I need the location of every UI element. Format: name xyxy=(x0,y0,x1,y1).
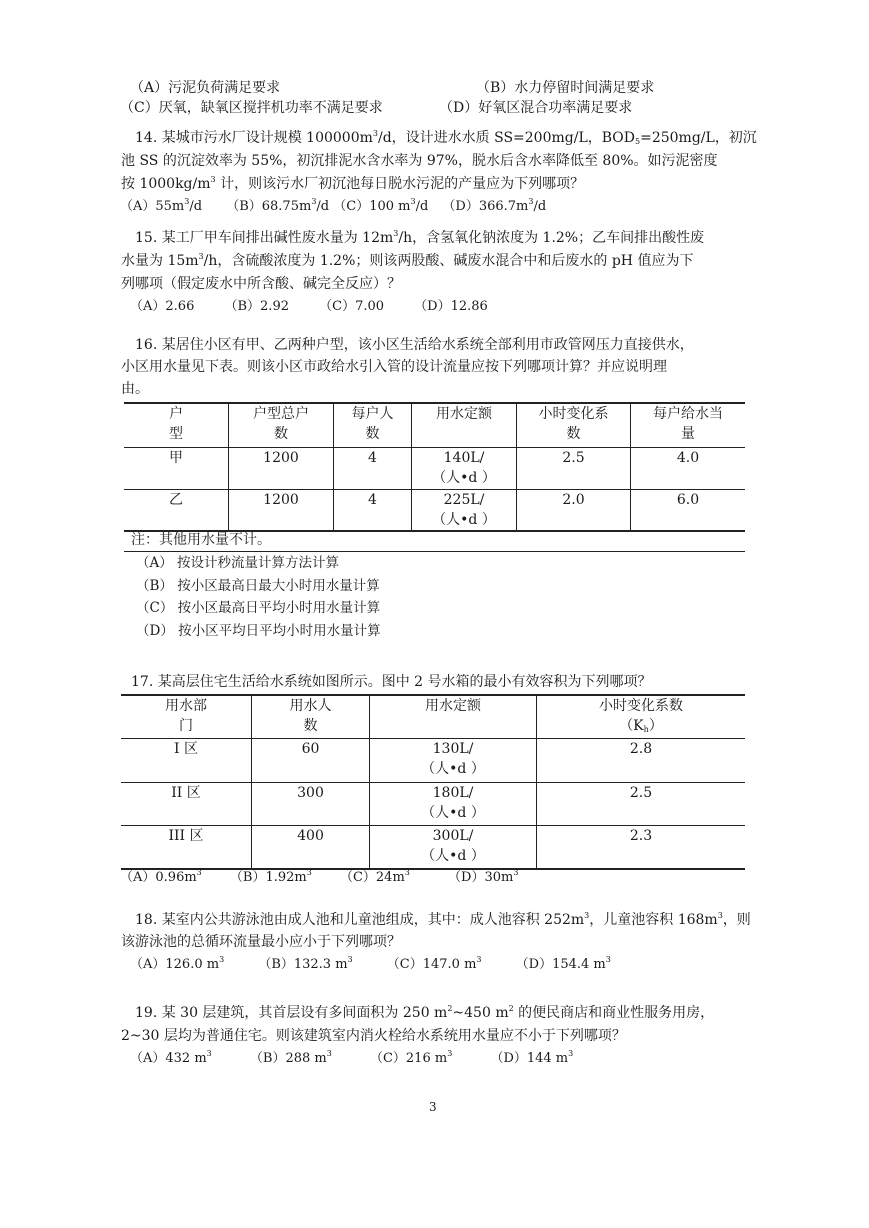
q17-stem: 17. 某高层住宅生活给水系统如图所示。图中 2 号水箱的最小有效容积为下列哪项？ xyxy=(131,674,652,690)
header-cell: 用水定额 xyxy=(412,403,517,447)
q18-stem-line1: 18. 某室内公共游泳池由成人池和儿童池组成，其中：成人池容积 $252m^3$，儿童池容积 $168m^3$，则 xyxy=(135,911,751,928)
q19-stem-line2: 2~30 层均为普通住宅。则该建筑室内消火栓给水系统用水量应不小于下列哪项？ xyxy=(121,1028,626,1044)
q18-option-c: （C）147.0 $m^3$ xyxy=(386,955,482,972)
note-divider xyxy=(124,551,745,552)
header-cell: 用水人 数 xyxy=(252,695,370,738)
q15-stem-line1: 15. 某工厂甲车间排出碱性废水量为 $12m^3/h$，含氢氧化钠浓度为 1.2%；乙车间排出酸性废 xyxy=(135,229,705,246)
cell-type: 乙 xyxy=(124,489,229,531)
header-cell: 户 型 xyxy=(124,403,229,447)
q19-stem-line1: 19. 某 30 层建筑，其首层设有多间面积为 250 $m^2\sim 450$ $m^2$ 的便民商店和商业性服务用房， xyxy=(135,1004,715,1021)
page-number: 3 xyxy=(429,1100,437,1114)
q15-options xyxy=(130,297,488,317)
q14-option-a: $(A)55m^3/d$ xyxy=(120,197,203,214)
q19-options xyxy=(130,1049,573,1069)
q16-stem-line2: 小区用水量见下表。则该小区市政给水引入管的设计流量应按下列哪项计算？并应说明理 xyxy=(121,359,667,375)
header-cell: 用水定额 xyxy=(370,695,537,738)
q18-option-a: （A）126.0 $m^3$ xyxy=(130,955,225,972)
cell-kh: 2.3 xyxy=(537,825,746,869)
cell-quota: 300L/ （人•d ） xyxy=(370,825,537,869)
cell-kh: 2.0 xyxy=(517,489,631,531)
cell-households: 1200 xyxy=(229,489,334,531)
q14-stem-line1: 14. 某城市污水厂设计规模 $100000m^3/d$，设计进水水质 SS=200mg/L，$BOD_5=250mg/L$，初沉 xyxy=(135,129,757,146)
q19-option-c: （C）216 $m^3$ xyxy=(369,1049,453,1066)
q14-stem-line3: 按 $1000kg/m^3$ 计，则该污水厂初沉池每日脱水污泥的产量应为下列哪项？ xyxy=(121,175,585,192)
cell-persons: 300 xyxy=(252,782,370,825)
q17-option-a: $(A)0.96m^3$ xyxy=(120,868,202,885)
q14-options xyxy=(120,197,546,217)
cell-kh: 2.8 xyxy=(537,738,746,782)
q15-stem-line3: 列哪项（假定废水中所含酸、碱完全反应）？ xyxy=(121,276,401,292)
q16-option-b: （B） 按小区最高日最大小时用水量计算 xyxy=(136,578,380,594)
q17-option-c: $(C)24m^3$ xyxy=(339,868,410,885)
cell-quota: 225L/ （人•d ） xyxy=(412,489,517,531)
cell-quota: 140L/ （人•d ） xyxy=(412,447,517,489)
cell-equivalent: 6.0 xyxy=(631,489,746,531)
header-cell: 小时变化系 数 xyxy=(517,403,631,447)
cell-equivalent: 4.0 xyxy=(631,447,746,489)
q15-option-c: （C）7.00 xyxy=(319,299,385,314)
cell-zone: III 区 xyxy=(121,825,252,869)
q17-options xyxy=(120,868,518,888)
table-row xyxy=(124,489,745,531)
header-cell: 小时变化系数 $(K_h)$ xyxy=(537,695,746,738)
cell-zone: II 区 xyxy=(121,782,252,825)
q13-option-a: （A）污泥负荷满足要求 xyxy=(130,80,281,96)
q14-stem-line2: 池 SS 的沉淀效率为 55%，初沉排泥水含水率为 97%，脱水后含水率降低至 80%。如污泥密度 xyxy=(121,153,718,169)
table-row xyxy=(121,738,745,782)
q15-stem-line2: 水量为 $15m^3/h$，含硫酸浓度为 1.2%；则该两股酸、碱废水混合中和后废水的 pH 值应为下 xyxy=(121,252,694,269)
q16-option-c: （C） 按小区最高日平均小时用水量计算 xyxy=(136,600,381,616)
q16-stem-line1: 16. 某居住小区有甲、乙两种户型，该小区生活给水系统全部利用市政管网压力直接供水， xyxy=(135,337,694,353)
q13-option-c: （C）厌氧，缺氧区搅拌机功率不满足要求 xyxy=(120,100,383,116)
q16-table-note: 注：其他用水量不计。 xyxy=(131,532,271,548)
q14-option-b: $(B)68.75m^3/d$ xyxy=(226,197,330,214)
q17-option-b: $(B)1.92m^3$ xyxy=(229,868,312,885)
table-header-row xyxy=(124,403,745,447)
cell-kh: 2.5 xyxy=(537,782,746,825)
cell-quota: 130L/ （人•d ） xyxy=(370,738,537,782)
q16-option-a: （A） 按设计秒流量计算方法计算 xyxy=(136,555,340,571)
q13-option-d: （D）好氧区混合功率满足要求 xyxy=(439,100,633,116)
q19-option-b: （B）288 $m^3$ xyxy=(249,1049,332,1066)
table-row xyxy=(121,825,745,869)
q19-option-a: （A）432 $m^3$ xyxy=(130,1049,212,1066)
q18-stem-line2: 该游泳池的总循环流量最小应小于下列哪项？ xyxy=(121,934,401,950)
q18-option-b: （B）132.3 $m^3$ xyxy=(258,955,353,972)
table-row xyxy=(124,447,745,489)
header-cell: 每户人 数 xyxy=(334,403,412,447)
cell-households: 1200 xyxy=(229,447,334,489)
q15-option-b: （B）2.92 xyxy=(224,299,289,314)
q18-option-d: （D）154.4 $m^3$ xyxy=(515,955,611,972)
cell-quota: 180L/ （人•d ） xyxy=(370,782,537,825)
q13-option-b: （B）水力停留时间满足要求 xyxy=(476,80,655,96)
header-cell: 户型总户 数 xyxy=(229,403,334,447)
cell-kh: 2.5 xyxy=(517,447,631,489)
q19-option-d: （D）144 $m^3$ xyxy=(490,1049,574,1066)
cell-persons: 400 xyxy=(252,825,370,869)
table-row xyxy=(121,782,745,825)
cell-persons: 4 xyxy=(334,447,412,489)
q15-option-a: （A）2.66 xyxy=(130,299,195,314)
q17-water-table xyxy=(121,694,745,870)
header-cell: 每户给水当 量 xyxy=(631,403,746,447)
cell-zone: I 区 xyxy=(121,738,252,782)
q17-option-d: $(D)30m^3$ xyxy=(448,868,519,885)
table-header-row xyxy=(121,695,745,738)
q16-stem-line3: 由。 xyxy=(121,381,149,397)
q18-options xyxy=(130,955,611,975)
q15-option-d: （D）12.86 xyxy=(414,299,488,314)
cell-persons: 60 xyxy=(252,738,370,782)
cell-type: 甲 xyxy=(124,447,229,489)
header-cell: 用水部 门 xyxy=(121,695,252,738)
q16-water-table xyxy=(124,402,745,532)
q16-option-d: （D） 按小区平均日平均小时用水量计算 xyxy=(136,623,381,639)
q14-option-c: （C）100 $m^3/d$ xyxy=(333,197,429,214)
q14-option-d: $(D)366.7m^3/d$ xyxy=(442,197,547,214)
cell-persons: 4 xyxy=(334,489,412,531)
